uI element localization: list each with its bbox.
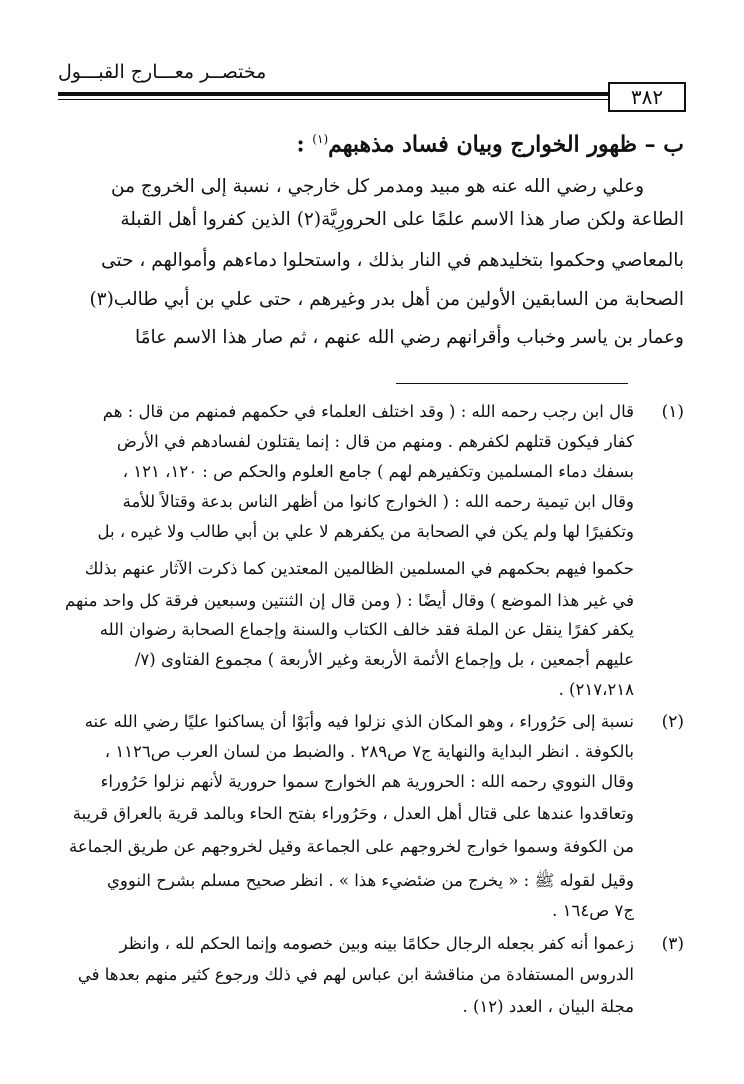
footnote-number: (٢): [661, 712, 684, 732]
footnote-separator: [396, 383, 628, 384]
section-heading: [60, 123, 684, 160]
footnote-line: مجلة البيان ، العدد (١٢) .: [462, 997, 634, 1016]
footnote-line: زعموا أنه كفر بجعله الرجال حكامًا بينه وبين خصومه وإنما الحكم لله ، وانظر: [119, 934, 634, 953]
footnote-number: (٣): [661, 934, 684, 954]
footnote-line: حكموا فيهم بحكمهم في المسلمين الظالمين المعتدين كما ذكرت الآثار عنهم بذلك: [84, 559, 634, 578]
footnote-line: الدروس المستفادة من مناقشة ابن عباس لهم في ذلك ورجوع كثير منهم بعدها في: [77, 965, 634, 984]
footnote-line: ج٧ ص١٦٤ .: [552, 901, 634, 920]
footnote-line: بالكوفة . انظر البداية والنهاية ج٧ ص٢٨٩ . والضبط من لسان العرب ص١١٢٦ ،: [104, 742, 634, 761]
footnote-line: نسبة إلى حَرُوراء ، وهو المكان الذي نزلوا فيه وأبَوْا أن يساكنوا عليًا رضي الله عنه: [84, 712, 634, 731]
footnote-line: قال ابن رجب رحمه الله : ( وقد اختلف العلماء في حكمهم فمنهم من قال : هم: [102, 402, 634, 421]
body-line: وعمار بن ياسر وخباب وأقرانهم رضي الله عنهم ، ثم صار هذا الاسم عامًا: [134, 327, 684, 348]
body-line: الطاعة ولكن صار هذا الاسم علمًا على الحرورِيَّة(٢) الذين كفروا أهل القبلة: [120, 209, 684, 230]
footnote-line: ٢١٧،٢١٨) .: [558, 680, 634, 699]
footnote-number: (١): [661, 402, 684, 422]
footnote-line: وقال النووي رحمه الله : الحرورية هم الخوارج سموا حرورية لأنهم نزلوا حَرُوراء: [100, 772, 634, 791]
footnote-line: وتكفيرًا لها ولم يكن في الصحابة من يكفرهم لا علي بن أبي طالب ولا غيره ، بل: [97, 522, 634, 541]
header-rule: [58, 92, 608, 96]
running-title: مختصــر معـــارج القبـــول: [58, 61, 267, 83]
body-line: الصحابة من السابقين الأولين من أهل بدر وغيرهم ، حتى علي بن أبي طالب(٣): [89, 289, 684, 310]
section-heading-text: ب – ظهور الخوارج وبيان فساد مذهبهم: [328, 131, 684, 158]
body-line: وعلي رضي الله عنه هو مبيد ومدمر كل خارجي ، نسبة إلى الخروج من: [111, 176, 644, 197]
header-rule-thin: [58, 99, 608, 100]
footnote-line: يكفر كفرًا ينقل عن الملة فقد خالف الكتاب والسنة وإجماع الصحابة رضوان الله: [99, 620, 634, 639]
heading-footnote-ref: (١): [312, 132, 329, 146]
body-line: بالمعاصي وحكموا بتخليدهم في النار بذلك ، واستحلوا دماءهم وأموالهم ، حتى: [101, 250, 684, 271]
footnote-line: كفار فيكون قتلهم لكفرهم . ومنهم من قال : إنما يقتلون لفسادهم في الأرض: [116, 432, 634, 451]
footnote-line: في غير هذا الموضع ) وقال أيضًا : ( ومن قال إن الثنتين وسبعين فرقة كل واحد منهم: [65, 591, 634, 610]
heading-colon: :: [296, 131, 313, 158]
footnote-line: وتعاقدوا عندها على قتال أهل العدل ، وحَرُوراء بفتح الحاء وبالمد قرية بالعراق قريبة: [72, 804, 634, 823]
footnote-line: وقيل لقوله ﷺ : « يخرج من ضئضيء هذا » . انظر صحيح مسلم بشرح النووي: [106, 871, 634, 890]
footnote-line: بسفك دماء المسلمين وتكفيرهم لهم ) جامع العلوم والحكم ص : ١٢٠، ١٢١ ،: [122, 462, 634, 481]
footnote-line: عليهم أجمعين ، بل وإجماع الأئمة الأربعة وغير الأربعة ) مجموع الفتاوى (٧/: [134, 650, 634, 669]
footnote-line: وقال ابن تيمية رحمه الله : ( الخوارج كانوا من أظهر الناس بدعة وقتالاً للأمة: [122, 492, 634, 511]
footnote-line: من الكوفة وسموا خوارج لخروجهم على الجماعة وقيل لخروجهم عن طريق الجماعة: [69, 837, 634, 856]
page-number: ٣٨٢: [608, 82, 686, 112]
